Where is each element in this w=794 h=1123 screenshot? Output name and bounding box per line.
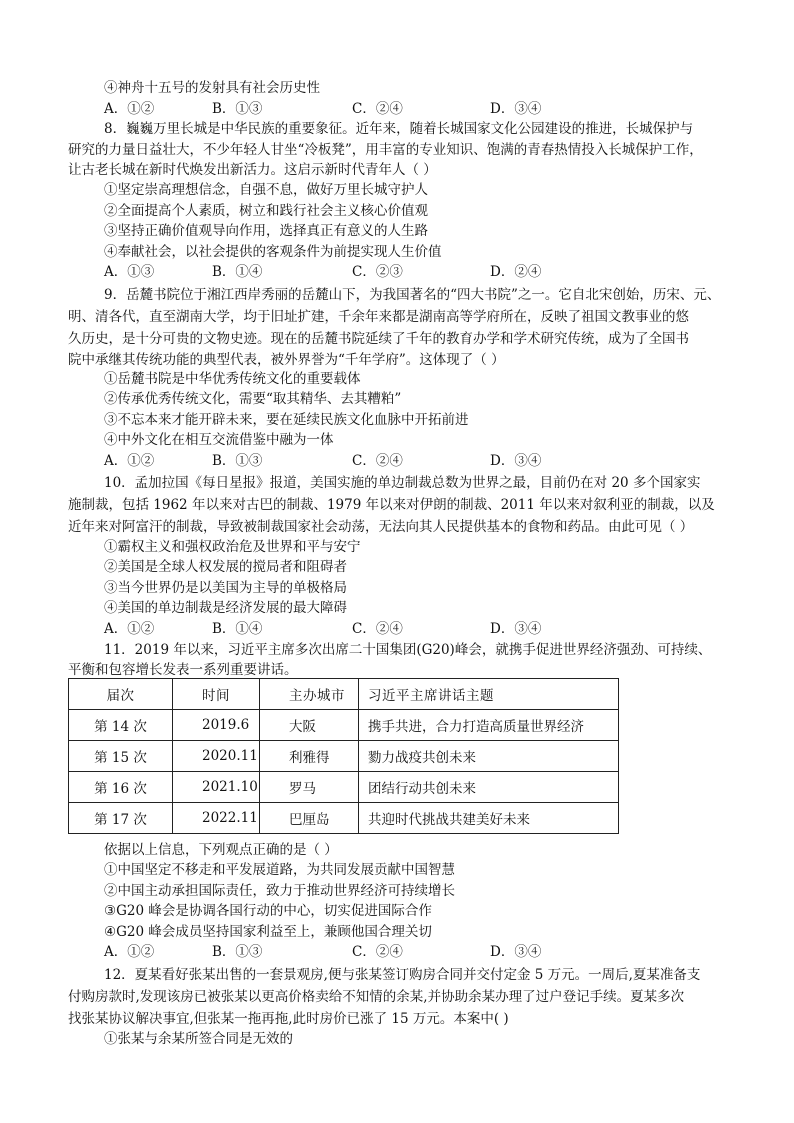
table-cell: 2019.6 bbox=[173, 710, 260, 741]
q8-stem-line-3: 让古老长城在新时代焕发出新活力。这启示新时代青年人（ ） bbox=[68, 162, 437, 178]
q11-option-2: ②中国主动承担国际责任，致力于推动世界经济可持续增长 bbox=[104, 883, 455, 899]
table-row bbox=[69, 710, 619, 741]
q10-option-4: ④美国的单边制裁是经济发展的最大障碍 bbox=[104, 600, 347, 616]
q9-option-3: ③不忘本来才能开辟未来，要在延续民族文化血脉中开拓前进 bbox=[104, 412, 469, 428]
q12-option-1: ①张某与余某所签合同是无效的 bbox=[104, 1031, 293, 1047]
choice-d: D．③④ bbox=[490, 621, 542, 637]
q8-stem-line-2: 研究的力量日益壮大，不少年轻人甘坐“冷板凳”，用丰富的专业知识、饱满的青春热情投入长城保护工作， bbox=[68, 142, 703, 158]
q9-option-2: ②传承优秀传统文化，需要“取其精华、去其糟粕” bbox=[104, 391, 402, 407]
q11-option-3: ③G20 峰会是协调各国行动的中心，切实促进国际合作 bbox=[104, 903, 432, 919]
table-cell: 2022.11 bbox=[173, 803, 260, 834]
choice-b: B．①④ bbox=[212, 621, 263, 637]
q9-option-1: ①岳麓书院是中华优秀传统文化的重要载体 bbox=[104, 371, 361, 387]
table-cell: 第 14 次 bbox=[69, 710, 173, 741]
table-cell: 2021.10 bbox=[173, 772, 260, 803]
q11-stem-line-1: 11．2019 年以来，习近平主席多次出席二十国集团(G20)峰会，就携手促进世界经济强劲、可持续、 bbox=[104, 642, 712, 658]
table-cell: 共迎时代挑战共建美好未来 bbox=[359, 803, 619, 834]
q12-stem-line-1: 12．夏某看好张某出售的一套景观房,便与张某签订购房合同并交付定金 5 万元。一周后,夏某准备支 bbox=[104, 967, 701, 983]
table-row bbox=[69, 803, 619, 834]
choice-d: D．③④ bbox=[490, 101, 542, 117]
choice-b: B．①④ bbox=[212, 264, 263, 280]
choice-b: B．①③ bbox=[212, 453, 263, 469]
table-cell: 第 15 次 bbox=[69, 741, 173, 772]
choice-d: D．②④ bbox=[490, 264, 542, 280]
q7-option-4: ④神舟十五号的发射具有社会历史性 bbox=[104, 80, 320, 96]
choice-a: A．①② bbox=[104, 621, 155, 637]
q10-option-1: ①霸权主义和强权政治危及世界和平与安宁 bbox=[104, 539, 361, 555]
q10-option-3: ③当今世界仍是以美国为主导的单极格局 bbox=[104, 580, 347, 596]
q11-option-4: ④G20 峰会成员坚持国家利益至上，兼顾他国合理关切 bbox=[104, 924, 432, 940]
table-cell: 勠力战疫共创未来 bbox=[359, 741, 619, 772]
q11-stem-line-2: 平衡和包容增长发表一系列重要讲话。 bbox=[68, 662, 298, 678]
table-cell: 2020.11 bbox=[173, 741, 260, 772]
choice-a: A．①③ bbox=[104, 264, 155, 280]
table-cell: 罗马 bbox=[260, 772, 359, 803]
q8-option-2: ②全面提高个人素质，树立和践行社会主义核心价值观 bbox=[104, 203, 428, 219]
table-cell: 利雅得 bbox=[260, 741, 359, 772]
q8-option-1: ①坚定崇高理想信念，自强不息，做好万里长城守护人 bbox=[104, 182, 428, 198]
choice-c: C．②③ bbox=[352, 264, 403, 280]
q8-option-4: ④奉献社会，以社会提供的客观条件为前提实现人生价值 bbox=[104, 244, 442, 260]
choice-d: D．③④ bbox=[490, 453, 542, 469]
choice-a: A．①② bbox=[104, 453, 155, 469]
q8-stem-line-1: 8．巍巍万里长城是中华民族的重要象征。近年来，随着长城国家文化公园建设的推进，长城保护与 bbox=[104, 121, 694, 137]
q10-option-2: ②美国是全球人权发展的搅局者和阻碍者 bbox=[104, 559, 347, 575]
q10-stem-line-2: 施制裁，包括 1962 年以来对古巴的制裁、1979 年以来对伊朗的制裁、2011 年以来对叙利亚的制裁，以及 bbox=[68, 497, 715, 513]
table-cell: 巴厘岛 bbox=[260, 803, 359, 834]
table-row bbox=[69, 741, 619, 772]
choice-d: D．③④ bbox=[490, 944, 542, 960]
header-cell: 时间 bbox=[173, 679, 260, 710]
table-cell: 第 17 次 bbox=[69, 803, 173, 834]
g20-summit-table bbox=[68, 678, 619, 834]
q9-stem-line-3: 久历史，是十分可贵的文物史迹。现在的岳麓书院延续了千年的教育办学和学术研究传统，成为了全国书 bbox=[68, 331, 689, 347]
header-cell: 习近平主席讲话主题 bbox=[359, 679, 619, 710]
table-cell: 大阪 bbox=[260, 710, 359, 741]
q10-stem-line-3: 近年来对阿富汗的制裁，导致被制裁国家社会动荡，无法向其人民提供基本的食物和药品。由此可见（ ） bbox=[68, 519, 694, 535]
choice-c: C．②④ bbox=[352, 621, 403, 637]
q9-stem-line-4: 院中承继其传统功能的典型代表，被外界誉为“千年学府”。这体现了（ ） bbox=[68, 352, 505, 368]
q11-option-1: ①中国坚定不移走和平发展道路，为共同发展贡献中国智慧 bbox=[104, 862, 455, 878]
q9-stem-line-1: 9．岳麓书院位于湘江西岸秀丽的岳麓山下，为我国著名的“四大书院”之一。它自北宋创始，历宋、元、 bbox=[104, 287, 721, 303]
q9-stem-line-2: 明、清各代，直至湖南大学，均于旧址扩建，千余年来都是湖南高等学府所在，反映了祖国文教事业的悠 bbox=[68, 309, 689, 325]
choice-a: A．①② bbox=[104, 101, 155, 117]
choice-c: C．②④ bbox=[352, 453, 403, 469]
header-cell: 主办城市 bbox=[260, 679, 359, 710]
choice-c: C．②④ bbox=[352, 944, 403, 960]
header-cell: 届次 bbox=[69, 679, 173, 710]
table-cell: 团结行动共创未来 bbox=[359, 772, 619, 803]
q12-stem-line-2: 付购房款时,发现该房已被张某以更高价格卖给不知情的余某,并协助余某办理了过户登记手续。夏某多次 bbox=[68, 989, 685, 1005]
table-row bbox=[69, 772, 619, 803]
choice-c: C．②④ bbox=[352, 101, 403, 117]
q11-stem-line-3: 依据以上信息，下列观点正确的是（ ） bbox=[104, 842, 338, 858]
q10-stem-line-1: 10．孟加拉国《每日星报》报道，美国实施的单边制裁总数为世界之最，目前仍在对 20 多个国家实 bbox=[104, 475, 701, 491]
choice-b: B．①③ bbox=[212, 944, 263, 960]
q8-option-3: ③坚持正确价值观导向作用，选择真正有意义的人生路 bbox=[104, 223, 428, 239]
choice-a: A．①② bbox=[104, 944, 155, 960]
table-header-row bbox=[69, 679, 619, 710]
q9-option-4: ④中外文化在相互交流借鉴中融为一体 bbox=[104, 432, 334, 448]
table-cell: 携手共进，合力打造高质量世界经济 bbox=[359, 710, 619, 741]
table-cell: 第 16 次 bbox=[69, 772, 173, 803]
choice-b: B．①③ bbox=[212, 101, 263, 117]
q12-stem-line-3: 找张某协议解决事宜,但张某一拖再拖,此时房价已涨了 15 万元。本案中( ) bbox=[68, 1011, 509, 1027]
